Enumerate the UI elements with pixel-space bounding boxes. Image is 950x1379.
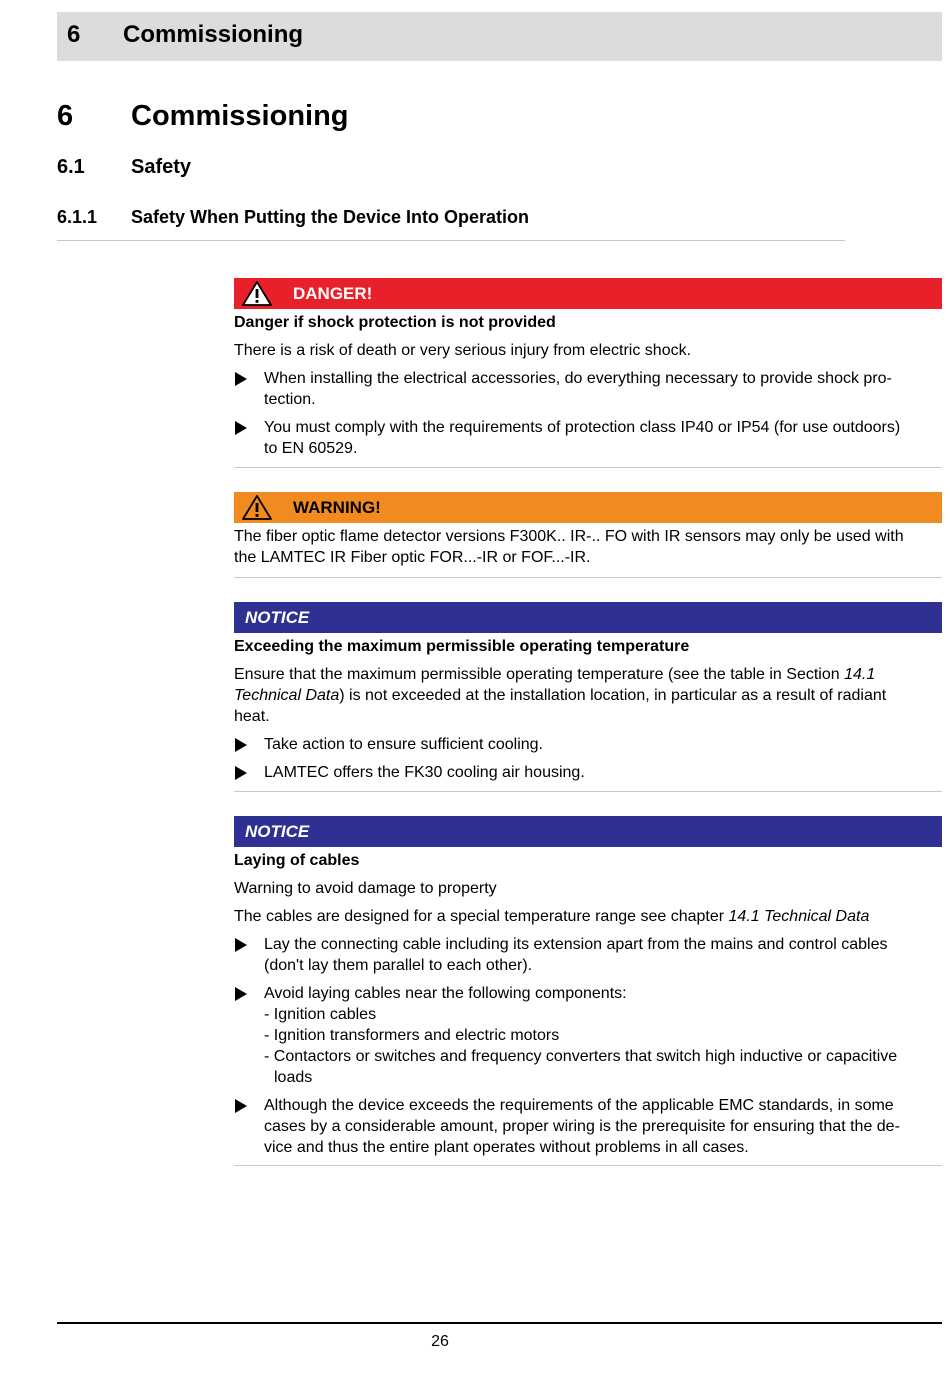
- danger-text: There is a risk of death or very serious injury from electric shock.: [234, 342, 692, 359]
- notice-text: [234, 664, 942, 727]
- warning-text: [234, 526, 942, 568]
- notice-banner: [234, 816, 942, 847]
- list-item: [234, 762, 942, 783]
- notice-text-part: heat.: [234, 708, 270, 725]
- list-item: [234, 934, 942, 976]
- section-reference: Technical Data: [234, 687, 340, 704]
- warning-label: WARNING!: [293, 498, 381, 517]
- bullet-text: LAMTEC offers the FK30 cooling air housing.: [264, 764, 585, 781]
- bullet-text: You must comply with the requirements of protection class IP40 or IP54 (for use outdoors): [264, 419, 901, 436]
- chapter-title: Commissioning: [131, 100, 349, 132]
- list-item: [234, 1095, 942, 1158]
- notice-content: [234, 636, 942, 790]
- box-divider: [234, 791, 942, 792]
- section-reference: 14.1 Technical Data: [728, 908, 870, 925]
- warning-triangle-icon: [241, 494, 273, 521]
- box-divider: [234, 467, 942, 468]
- header-chapter-title: Commissioning: [123, 21, 304, 48]
- bullet-arrow-icon: [235, 1099, 247, 1113]
- danger-heading: Danger if shock protection is not provided: [234, 314, 556, 331]
- list-item: [234, 368, 942, 410]
- notice-banner: [234, 602, 942, 633]
- list-item: [234, 417, 942, 459]
- bullet-text: vice and thus the entire plant operates without problems in all cases.: [264, 1139, 749, 1156]
- heading-divider: [57, 240, 845, 241]
- notice-text: [234, 906, 942, 927]
- notice-content: [234, 850, 942, 1165]
- subsection-title: Safety When Putting the Device Into Operation: [131, 207, 530, 227]
- sub-item: - Ignition transformers and electric motors: [264, 1027, 560, 1044]
- chapter-number: 6: [57, 100, 74, 132]
- sub-item: - Contactors or switches and frequency converters that switch high inductive or capacitive: [264, 1048, 898, 1065]
- warning-text-line: the LAMTEC IR Fiber optic FOR...-IR or FOF...-IR.: [234, 549, 591, 566]
- section-reference: 14.1: [844, 666, 876, 683]
- section-title: Safety: [131, 156, 192, 178]
- bullet-text: Lay the connecting cable including its extension apart from the mains and control cables: [264, 936, 888, 953]
- subsection-number: 6.1.1: [57, 207, 98, 227]
- header-chapter-number: 6: [67, 21, 81, 48]
- warning-content: [234, 526, 942, 575]
- box-divider: [234, 577, 942, 578]
- notice-heading: Exceeding the maximum permissible operating temperature: [234, 638, 690, 655]
- notice-text-part: Ensure that the maximum permissible operating temperature (see the table in Section: [234, 666, 845, 683]
- bullet-arrow-icon: [235, 766, 247, 780]
- warning-triangle-icon: [241, 280, 273, 307]
- bullet-text: Although the device exceeds the requirements of the applicable EMC standards, in some: [264, 1097, 894, 1114]
- sub-item-continuation: loads: [274, 1069, 313, 1086]
- bullet-text: tection.: [264, 391, 316, 408]
- list-item: [234, 983, 942, 1088]
- bullet-arrow-icon: [235, 421, 247, 435]
- section-number: 6.1: [57, 156, 85, 178]
- notice-text-part: The cables are designed for a special temperature range see chapter: [234, 908, 729, 925]
- bullet-text: (don't lay them parallel to each other).: [264, 957, 533, 974]
- bullet-arrow-icon: [235, 938, 247, 952]
- bullet-text: Avoid laying cables near the following components:: [264, 985, 627, 1002]
- bullet-arrow-icon: [235, 987, 247, 1001]
- danger-banner: [234, 278, 942, 309]
- notice-label: NOTICE: [245, 822, 310, 841]
- bullet-text: Take action to ensure sufficient cooling.: [264, 736, 543, 753]
- notice-text-part: ) is not exceeded at the installation location, in particular as a result of radiant: [339, 687, 887, 704]
- bullet-arrow-icon: [235, 372, 247, 386]
- bullet-text: to EN 60529.: [264, 440, 358, 457]
- running-header: [57, 12, 942, 61]
- box-divider: [234, 1165, 942, 1166]
- warning-text-line: The fiber optic flame detector versions F300K.. IR-.. FO with IR sensors may only be used with: [234, 528, 904, 545]
- bullet-text: cases by a considerable amount, proper wiring is the prerequisite for ensuring that the de-: [264, 1118, 900, 1135]
- sub-item: - Ignition cables: [264, 1006, 377, 1023]
- footer-divider: [57, 1322, 942, 1324]
- bullet-arrow-icon: [235, 738, 247, 752]
- bullet-text: When installing the electrical accessories, do everything necessary to provide shock pro-: [264, 370, 892, 387]
- list-item: [234, 734, 942, 755]
- danger-label: DANGER!: [293, 284, 373, 303]
- page-number: 26: [431, 1333, 449, 1350]
- warning-banner: [234, 492, 942, 523]
- notice-heading: Laying of cables: [234, 852, 360, 869]
- notice-label: NOTICE: [245, 608, 310, 627]
- notice-text: Warning to avoid damage to property: [234, 880, 497, 897]
- danger-content: [234, 312, 942, 466]
